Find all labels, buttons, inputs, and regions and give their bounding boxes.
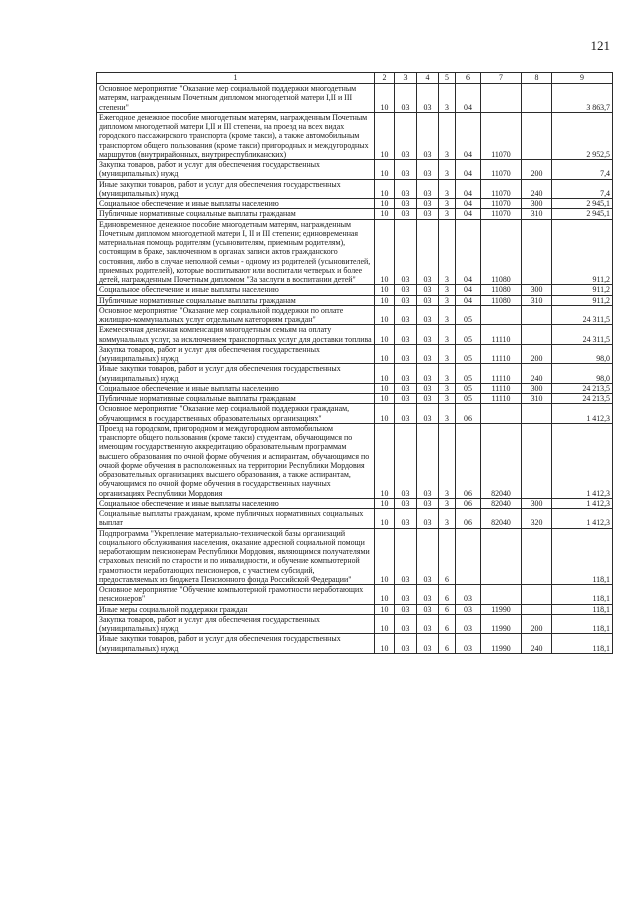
table-row [97, 160, 613, 180]
budget-table [96, 72, 613, 654]
direction-code: 11080 [481, 285, 522, 295]
subsection-code: 03 [395, 344, 417, 364]
direction-code [481, 528, 522, 585]
direction-code: 11070 [481, 199, 522, 209]
subsection-code: 03 [395, 305, 417, 325]
program-code: 03 [417, 209, 439, 219]
program-code: 03 [417, 84, 439, 113]
subsection-code: 03 [395, 509, 417, 529]
expense-type-code [522, 112, 552, 159]
expense-type-code: 320 [522, 509, 552, 529]
row-amount: 24 311,5 [552, 325, 613, 345]
activity-code: 04 [456, 179, 481, 199]
row-amount: 3 863,7 [552, 84, 613, 113]
subprogram-code: 3 [439, 344, 456, 364]
row-description: Социальное обеспечение и иные выплаты населению [97, 199, 375, 209]
section-code: 10 [375, 364, 395, 384]
expense-type-code: 300 [522, 285, 552, 295]
subsection-code: 03 [395, 179, 417, 199]
table-row [97, 509, 613, 529]
subsection-code: 03 [395, 295, 417, 305]
activity-code: 05 [456, 394, 481, 404]
activity-code: 04 [456, 285, 481, 295]
subsection-code: 03 [395, 634, 417, 654]
subprogram-code: 3 [439, 498, 456, 508]
subprogram-code: 3 [439, 285, 456, 295]
column-header: 8 [522, 73, 552, 84]
row-amount: 118,1 [552, 528, 613, 585]
row-amount: 24 213,5 [552, 394, 613, 404]
direction-code: 11070 [481, 160, 522, 180]
table-row [97, 423, 613, 498]
program-code: 03 [417, 179, 439, 199]
expense-type-code [522, 423, 552, 498]
direction-code: 82040 [481, 498, 522, 508]
program-code: 03 [417, 112, 439, 159]
row-amount: 911,2 [552, 295, 613, 305]
program-code: 03 [417, 585, 439, 605]
subprogram-code: 3 [439, 305, 456, 325]
expense-type-code: 310 [522, 295, 552, 305]
row-description: Социальное обеспечение и иные выплаты населению [97, 498, 375, 508]
program-code: 03 [417, 285, 439, 295]
column-header: 6 [456, 73, 481, 84]
program-code: 03 [417, 383, 439, 393]
direction-code: 11070 [481, 112, 522, 159]
activity-code: 04 [456, 199, 481, 209]
program-code: 03 [417, 509, 439, 529]
row-description: Иные меры социальной поддержки граждан [97, 604, 375, 614]
section-code: 10 [375, 199, 395, 209]
subsection-code: 03 [395, 84, 417, 113]
table-row [97, 634, 613, 654]
subsection-code: 03 [395, 394, 417, 404]
table-row [97, 209, 613, 219]
expense-type-code [522, 219, 552, 285]
activity-code: 03 [456, 604, 481, 614]
direction-code: 82040 [481, 423, 522, 498]
table-row [97, 179, 613, 199]
direction-code: 11990 [481, 614, 522, 634]
section-code: 10 [375, 634, 395, 654]
row-description: Ежемесячная денежная компенсация многодетным семьям на оплату коммунальных услуг, за исключением транспортных услуг для доставки топлива [97, 325, 375, 345]
table-row [97, 614, 613, 634]
section-code: 10 [375, 509, 395, 529]
section-code: 10 [375, 604, 395, 614]
direction-code: 11110 [481, 394, 522, 404]
subsection-code: 03 [395, 160, 417, 180]
direction-code [481, 305, 522, 325]
subsection-code: 03 [395, 604, 417, 614]
program-code: 03 [417, 423, 439, 498]
activity-code: 04 [456, 219, 481, 285]
expense-type-code: 240 [522, 634, 552, 654]
table-header-row [97, 73, 613, 84]
row-description: Ежегодное денежное пособие многодетным матерям, награжденным Почетным дипломом многодетной матери I,II и III степени, на проезд на всех видах городского пассажирского транспорта (кроме такси), а также автомобильным транспортом общего пользования (кроме такси) пригородных и междугородных маршрутов (внутрирайонных, внутриреспубликанских) [97, 112, 375, 159]
row-description: Единовременное денежное пособие многодетным матерям, награжденным Почетным дипломом многодетной матери I, II и III степени; единовременная материальная помощь родителям (усыновителям, приемным родителям), состоящим в браке, заключенном в органах записи актов гражданского состояния, либо в случае неполной семьи - одному из родителей (усыновителей, приемных родителей), которые воспитывают или воспитали четверых и более детей, награжденным Почетным дипломом "За заслуги в воспитании детей" [97, 219, 375, 285]
expense-type-code: 300 [522, 383, 552, 393]
program-code: 03 [417, 295, 439, 305]
expense-type-code: 200 [522, 344, 552, 364]
row-amount: 118,1 [552, 614, 613, 634]
subsection-code: 03 [395, 112, 417, 159]
column-header: 7 [481, 73, 522, 84]
section-code: 10 [375, 528, 395, 585]
expense-type-code [522, 404, 552, 424]
subprogram-code: 3 [439, 209, 456, 219]
row-amount: 2 952,5 [552, 112, 613, 159]
table-row [97, 604, 613, 614]
table-row [97, 344, 613, 364]
program-code: 03 [417, 498, 439, 508]
table-row [97, 112, 613, 159]
direction-code [481, 404, 522, 424]
column-header: 5 [439, 73, 456, 84]
subprogram-code: 6 [439, 604, 456, 614]
row-description: Подпрограмма "Укрепление материально-технической базы организаций социального обслуживания населения, оказание адресной социальной помощи неработающим пенсионерам Республики Мордовия, являющимся получателями страховых пенсий по старости и по инвалидности, и обучение компьютерной грамотности неработающих пенсионеров, с участием субсидий, предоставляемых из бюджета Пенсионного фонда Российской Федерации" [97, 528, 375, 585]
section-code: 10 [375, 295, 395, 305]
direction-code: 11110 [481, 383, 522, 393]
row-amount: 2 945,1 [552, 199, 613, 209]
section-code: 10 [375, 179, 395, 199]
section-code: 10 [375, 404, 395, 424]
subprogram-code: 3 [439, 404, 456, 424]
table-row [97, 305, 613, 325]
direction-code: 11070 [481, 179, 522, 199]
subsection-code: 03 [395, 199, 417, 209]
subsection-code: 03 [395, 219, 417, 285]
program-code: 03 [417, 604, 439, 614]
table-row [97, 394, 613, 404]
expense-type-code [522, 585, 552, 605]
subprogram-code: 3 [439, 509, 456, 529]
subsection-code: 03 [395, 585, 417, 605]
subsection-code: 03 [395, 209, 417, 219]
section-code: 10 [375, 112, 395, 159]
program-code: 03 [417, 344, 439, 364]
activity-code: 04 [456, 209, 481, 219]
subprogram-code: 6 [439, 634, 456, 654]
subprogram-code: 3 [439, 199, 456, 209]
direction-code [481, 84, 522, 113]
activity-code: 05 [456, 325, 481, 345]
expense-type-code: 240 [522, 179, 552, 199]
expense-type-code: 310 [522, 394, 552, 404]
direction-code: 11070 [481, 209, 522, 219]
activity-code: 06 [456, 404, 481, 424]
subsection-code: 03 [395, 404, 417, 424]
subprogram-code: 3 [439, 383, 456, 393]
row-description: Публичные нормативные социальные выплаты гражданам [97, 394, 375, 404]
direction-code: 11990 [481, 634, 522, 654]
program-code: 03 [417, 325, 439, 345]
section-code: 10 [375, 209, 395, 219]
activity-code: 04 [456, 84, 481, 113]
section-code: 10 [375, 383, 395, 393]
program-code: 03 [417, 305, 439, 325]
table-row [97, 498, 613, 508]
subsection-code: 03 [395, 364, 417, 384]
program-code: 03 [417, 394, 439, 404]
subprogram-code: 6 [439, 585, 456, 605]
program-code: 03 [417, 528, 439, 585]
column-header: 9 [552, 73, 613, 84]
direction-code: 82040 [481, 509, 522, 529]
subsection-code: 03 [395, 498, 417, 508]
subsection-code: 03 [395, 325, 417, 345]
row-description: Публичные нормативные социальные выплаты гражданам [97, 295, 375, 305]
table-row [97, 585, 613, 605]
section-code: 10 [375, 325, 395, 345]
activity-code: 05 [456, 305, 481, 325]
section-code: 10 [375, 498, 395, 508]
activity-code: 05 [456, 364, 481, 384]
row-amount: 911,2 [552, 219, 613, 285]
subprogram-code: 3 [439, 394, 456, 404]
direction-code: 11080 [481, 295, 522, 305]
subprogram-code: 3 [439, 219, 456, 285]
expense-type-code [522, 305, 552, 325]
subprogram-code: 3 [439, 160, 456, 180]
row-amount: 1 412,3 [552, 498, 613, 508]
section-code: 10 [375, 285, 395, 295]
program-code: 03 [417, 404, 439, 424]
row-description: Социальные выплаты гражданам, кроме публичных нормативных социальных выплат [97, 509, 375, 529]
row-amount: 98,0 [552, 364, 613, 384]
direction-code: 11110 [481, 364, 522, 384]
section-code: 10 [375, 585, 395, 605]
row-amount: 118,1 [552, 604, 613, 614]
subprogram-code: 6 [439, 614, 456, 634]
row-description: Иные закупки товаров, работ и услуг для обеспечения государственных (муниципальных) нужд [97, 634, 375, 654]
table-row [97, 383, 613, 393]
subprogram-code: 6 [439, 528, 456, 585]
row-description: Проезд на городском, пригородном и междугородном автомобильном транспорте общего пользования (кроме такси) студентам, обучающимся по имеющим государственную аккредитацию образовательным программам высшего образования по очной форме обучения и аспирантам, обучающимся по очной форме обучения в расположенных на территории Республики Мордовия образовательных организациях высшего образования, а также аспирантам, обучающимся по очной форме обучения в государственных научных организациях Республики Мордовия [97, 423, 375, 498]
row-description: Основное мероприятие "Оказание мер социальной поддержки по оплате жилищно-коммунальных услуг отдельным категориям граждан" [97, 305, 375, 325]
column-header: 4 [417, 73, 439, 84]
subsection-code: 03 [395, 423, 417, 498]
section-code: 10 [375, 394, 395, 404]
expense-type-code [522, 604, 552, 614]
subprogram-code: 3 [439, 423, 456, 498]
section-code: 10 [375, 219, 395, 285]
subsection-code: 03 [395, 528, 417, 585]
section-code: 10 [375, 305, 395, 325]
column-header: 3 [395, 73, 417, 84]
activity-code: 05 [456, 383, 481, 393]
program-code: 03 [417, 634, 439, 654]
subprogram-code: 3 [439, 325, 456, 345]
expense-type-code: 300 [522, 498, 552, 508]
expense-type-code: 240 [522, 364, 552, 384]
row-amount: 24 311,5 [552, 305, 613, 325]
expense-type-code: 200 [522, 614, 552, 634]
table-row [97, 84, 613, 113]
table-row [97, 285, 613, 295]
subprogram-code: 3 [439, 112, 456, 159]
activity-code: 05 [456, 344, 481, 364]
activity-code: 03 [456, 634, 481, 654]
table-row [97, 364, 613, 384]
row-amount: 911,2 [552, 285, 613, 295]
subprogram-code: 3 [439, 364, 456, 384]
row-amount: 1 412,3 [552, 423, 613, 498]
row-description: Социальное обеспечение и иные выплаты населению [97, 383, 375, 393]
row-amount: 1 412,3 [552, 509, 613, 529]
row-amount: 24 213,5 [552, 383, 613, 393]
row-description: Закупка товаров, работ и услуг для обеспечения государственных (муниципальных) нужд [97, 344, 375, 364]
column-header: 1 [97, 73, 375, 84]
expense-type-code: 300 [522, 199, 552, 209]
section-code: 10 [375, 344, 395, 364]
direction-code: 11080 [481, 219, 522, 285]
subprogram-code: 3 [439, 179, 456, 199]
activity-code: 06 [456, 498, 481, 508]
table-row [97, 404, 613, 424]
row-description: Основное мероприятие "Обучение компьютерной грамотности неработающих пенсионеров" [97, 585, 375, 605]
subsection-code: 03 [395, 614, 417, 634]
section-code: 10 [375, 160, 395, 180]
activity-code: 06 [456, 509, 481, 529]
activity-code: 04 [456, 160, 481, 180]
activity-code: 04 [456, 112, 481, 159]
row-description: Основное мероприятие "Оказание мер социальной поддержки гражданам, обучающимся в государственных образовательных организациях" [97, 404, 375, 424]
activity-code: 04 [456, 295, 481, 305]
row-amount: 118,1 [552, 585, 613, 605]
direction-code: 11990 [481, 604, 522, 614]
subprogram-code: 3 [439, 295, 456, 305]
row-description: Закупка товаров, работ и услуг для обеспечения государственных (муниципальных) нужд [97, 160, 375, 180]
subprogram-code: 3 [439, 84, 456, 113]
activity-code [456, 528, 481, 585]
row-amount: 1 412,3 [552, 404, 613, 424]
row-amount: 2 945,1 [552, 209, 613, 219]
section-code: 10 [375, 84, 395, 113]
activity-code: 03 [456, 614, 481, 634]
column-header: 2 [375, 73, 395, 84]
direction-code [481, 585, 522, 605]
row-description: Иные закупки товаров, работ и услуг для обеспечения государственных (муниципальных) нужд [97, 179, 375, 199]
activity-code: 06 [456, 423, 481, 498]
section-code: 10 [375, 423, 395, 498]
row-description: Иные закупки товаров, работ и услуг для обеспечения государственных (муниципальных) нужд [97, 364, 375, 384]
table-row [97, 325, 613, 345]
expense-type-code [522, 325, 552, 345]
table-row [97, 295, 613, 305]
row-amount: 118,1 [552, 634, 613, 654]
direction-code: 11110 [481, 344, 522, 364]
expense-type-code: 310 [522, 209, 552, 219]
subsection-code: 03 [395, 383, 417, 393]
activity-code: 03 [456, 585, 481, 605]
program-code: 03 [417, 199, 439, 209]
table-row [97, 219, 613, 285]
table-row [97, 199, 613, 209]
row-description: Закупка товаров, работ и услуг для обеспечения государственных (муниципальных) нужд [97, 614, 375, 634]
section-code: 10 [375, 614, 395, 634]
row-description: Публичные нормативные социальные выплаты гражданам [97, 209, 375, 219]
program-code: 03 [417, 219, 439, 285]
row-amount: 7,4 [552, 179, 613, 199]
row-amount: 98,0 [552, 344, 613, 364]
program-code: 03 [417, 614, 439, 634]
program-code: 03 [417, 364, 439, 384]
expense-type-code [522, 84, 552, 113]
row-description: Основное мероприятие "Оказание мер социальной поддержки многодетным матерям, награжденным Почетным дипломом многодетной матери I,II и III степени" [97, 84, 375, 113]
direction-code: 11110 [481, 325, 522, 345]
expense-type-code [522, 528, 552, 585]
expense-type-code: 200 [522, 160, 552, 180]
table-row [97, 528, 613, 585]
row-description: Социальное обеспечение и иные выплаты населению [97, 285, 375, 295]
subsection-code: 03 [395, 285, 417, 295]
program-code: 03 [417, 160, 439, 180]
row-amount: 7,4 [552, 160, 613, 180]
page-number: 121 [590, 38, 610, 53]
